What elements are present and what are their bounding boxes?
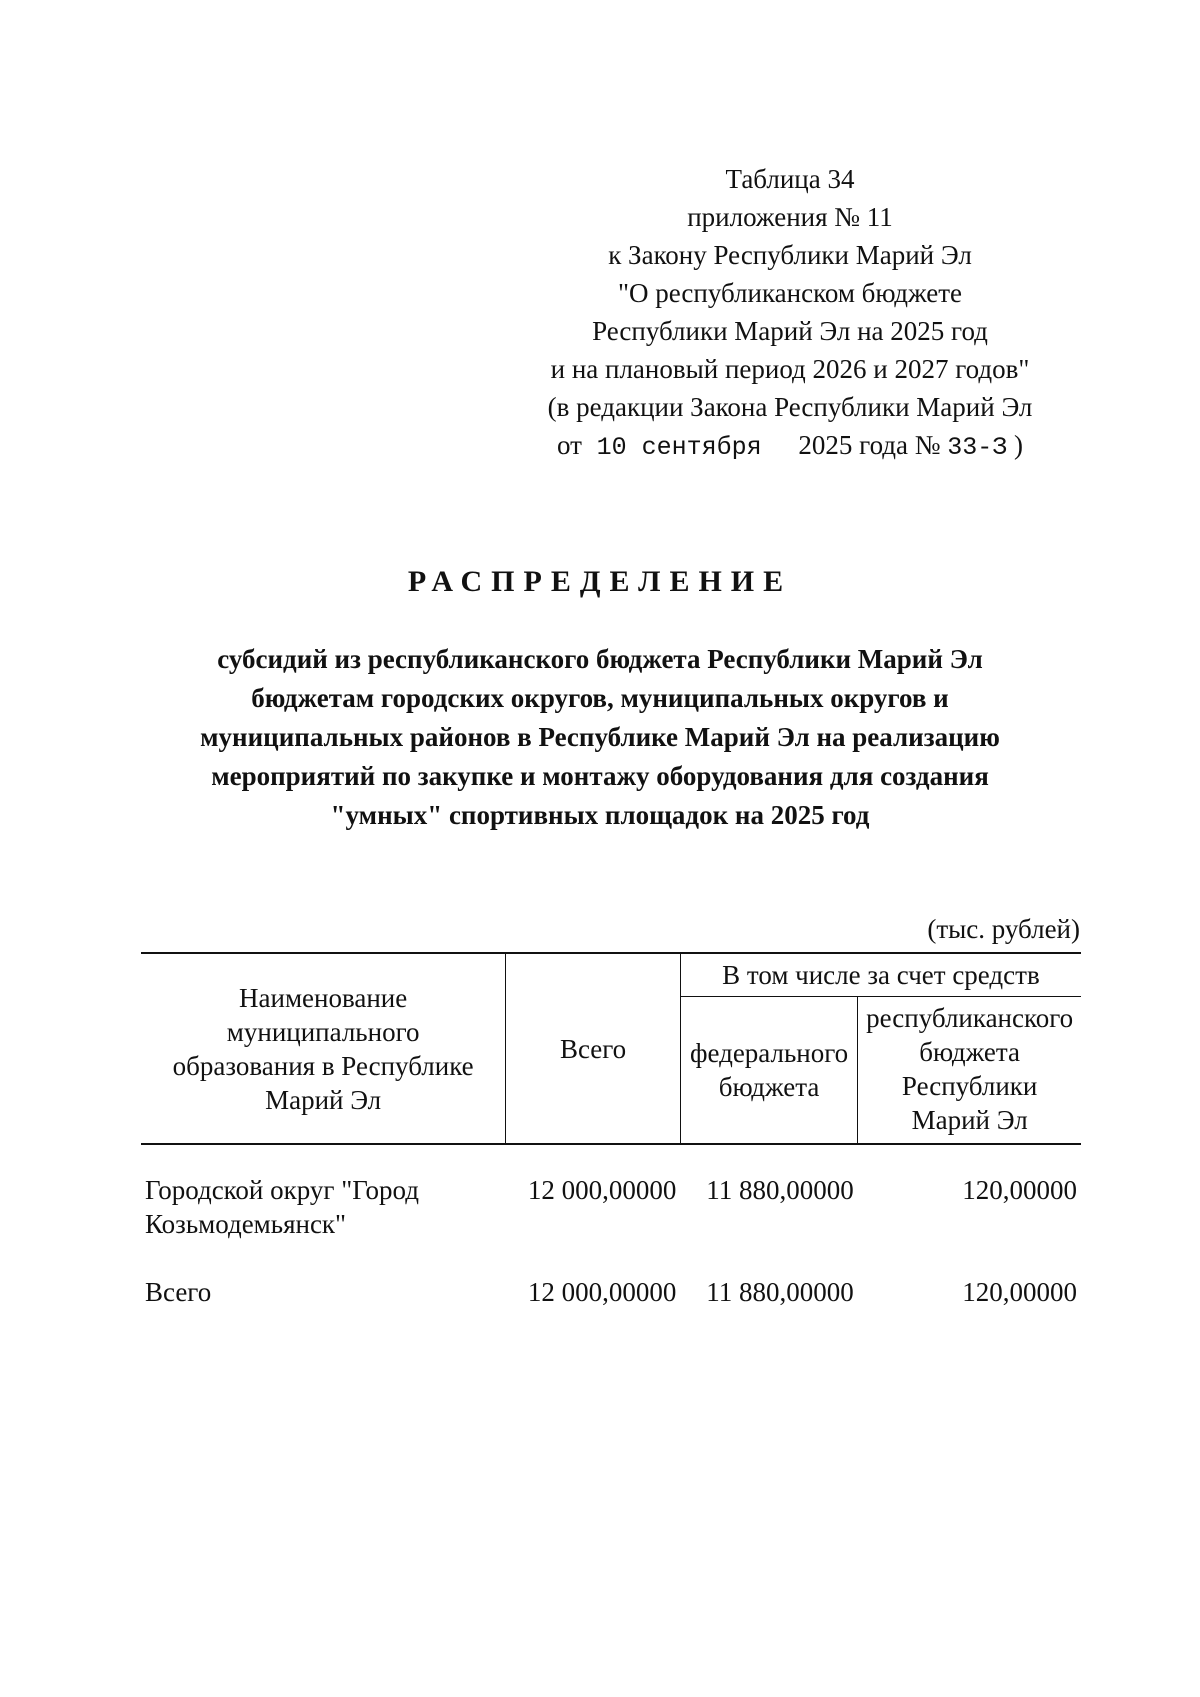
header-edition-date xyxy=(520,426,1060,467)
document-subtitle xyxy=(150,640,1050,835)
row-name-line-1: Городской округ "Город xyxy=(145,1175,419,1205)
header-total: Всего xyxy=(506,953,681,1144)
subtitle-line-1: субсидий из республиканского бюджета Республики Марий Эл xyxy=(217,644,983,674)
units-label: (тыс. рублей) xyxy=(927,914,1080,944)
total-republic: 120,00000 xyxy=(962,1277,1077,1307)
row-total: 12 000,00000 xyxy=(527,1175,677,1205)
header-federal: федерального бюджета xyxy=(680,997,857,1145)
subtitle-line-5: "умных" спортивных площадок на 2025 год xyxy=(330,800,870,830)
total-federal: 11 880,00000 xyxy=(706,1277,854,1307)
header-appendix: приложения № 11 xyxy=(687,202,893,232)
subtitle-line-3: муниципальных районов в Республике Марий Эл на реализацию xyxy=(200,722,1000,752)
header-law-ref: к Закону Республики Марий Эл xyxy=(608,240,972,270)
approval-header xyxy=(520,160,1060,467)
row-federal: 11 880,00000 xyxy=(706,1175,854,1205)
document-title: РАСПРЕДЕЛЕНИЕ xyxy=(407,565,793,598)
header-name: Наименование муниципального образования в Республике Марий Эл xyxy=(141,953,506,1144)
header-date-suffix: ) xyxy=(1014,430,1024,460)
header-group: В том числе за счет средств xyxy=(680,953,1081,997)
header-table-number: Таблица 34 xyxy=(725,164,855,194)
subtitle-line-2: бюджетам городских округов, муниципальных округов и xyxy=(251,683,949,713)
row-name-line-2: Козьмодемьянск" xyxy=(145,1209,347,1239)
header-law-number: 33-З xyxy=(947,433,1008,462)
header-date-mid: 2025 года № xyxy=(798,430,941,460)
total-sum: 12 000,00000 xyxy=(527,1277,677,1307)
total-label: Всего xyxy=(145,1277,212,1307)
header-republic: республиканского бюджета Республики Марий Эл xyxy=(858,997,1081,1145)
row-republic: 120,00000 xyxy=(962,1175,1077,1205)
subtitle-line-4: мероприятий по закупке и монтажу оборудования для создания xyxy=(211,761,989,791)
header-law-title-1: "О республиканском бюджете xyxy=(617,278,963,308)
header-date-value: 10 сентября xyxy=(596,433,762,462)
table-row xyxy=(141,1173,1081,1241)
header-law-title-2: Республики Марий Эл на 2025 год xyxy=(592,316,988,346)
header-date-prefix: от xyxy=(556,430,582,460)
header-edition: (в редакции Закона Республики Марий Эл xyxy=(547,392,1033,422)
header-law-title-3: и на плановый период 2026 и 2027 годов" xyxy=(550,354,1030,384)
row-name xyxy=(141,1173,506,1241)
subsidy-table xyxy=(141,952,1081,1309)
total-row xyxy=(141,1275,1081,1309)
